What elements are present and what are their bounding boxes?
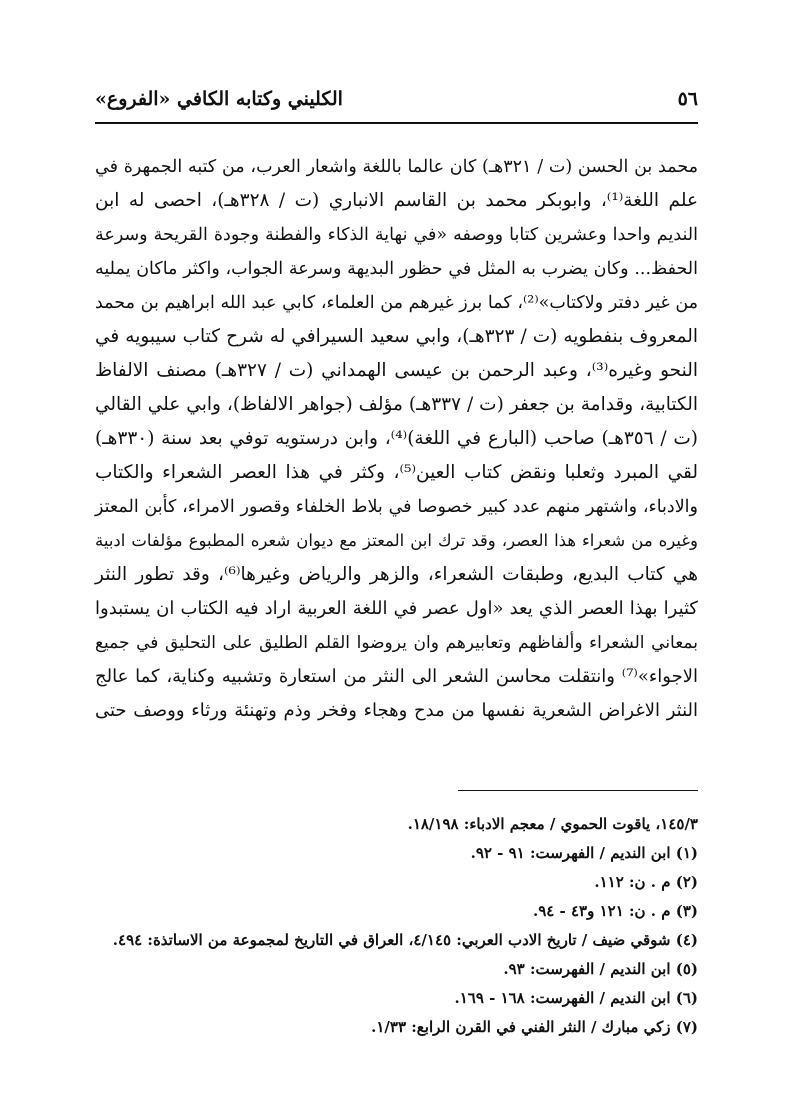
footnote: (٤) شوقي ضيف / تاريخ الادب العربي: ٤/١٤٥، العراق في التاريخ لمجموعة من الاساتذة: ٤٩٤.: [112, 931, 698, 949]
footnote: (٧) زكي مبارك / النثر الفني في القرن الرابع: ١/٣٣.: [371, 1018, 698, 1036]
body-line: هي كتاب البديع، وطبقات الشعراء، والزهر والرياض وغيرها⁽⁶⁾، وقد تطور النثر: [95, 564, 699, 585]
body-line: النديم واحدا وعشرين كتابا ووصفه «في نهاية الذكاء والفطنة وجودة القريحة وسرعة: [95, 225, 698, 245]
body-line: الحفظ... وكان يضرب به المثل في حظور البديهة وسرعة الجواب، واكثر ماكان يمليه: [95, 259, 698, 279]
footnote-rule: [458, 790, 698, 791]
footnote: (٢) م . ن: ١١٢.: [594, 873, 698, 891]
footnote: (٦) ابن النديم / الفهرست: ١٦٨ - ١٦٩.: [454, 989, 698, 1007]
body-line: لقي المبرد وثعلبا ونقض كتاب العين⁽⁵⁾، وكثر في هذا العصر الشعراء والكتاب: [95, 462, 698, 483]
page-header: [95, 84, 698, 114]
body-line: وغيره من شعراء هذا العصر، وقد ترك ابن المعتز مع ديوان شعره المطبوع مؤلفات ادبية: [95, 531, 698, 550]
body-line: علم اللغة⁽¹⁾، وابوبكر محمد بن القاسم الانباري (ت / ٣٢٨هـ)، احصى له ابن: [95, 190, 698, 211]
body-line: والادباء، واشتهر منهم عدد كبير خصوصا في بلاط الخلفاء وقصور الامراء، كأبن المعتز: [95, 497, 698, 517]
footnotes: [95, 810, 698, 1042]
page-number: ٥٦: [677, 88, 698, 110]
footnote: (١) ابن النديم / الفهرست: ٩١ - ٩٢.: [470, 844, 698, 862]
body-line: الاجواء»⁽⁷⁾ وانتقلت محاسن الشعر الى النثر من استعارة وتشبيه وكناية، كما عالج: [95, 666, 698, 687]
body-line: النحو وغيره⁽³⁾، وعبد الرحمن بن عيسى الهمداني (ت / ٣٢٧هـ) مصنف الالفاظ: [95, 360, 698, 381]
body-line: كثيرا بهذا العصر الذي يعد «اول عصر في اللغة العربية اراد فيه الكتاب ان يستبدوا: [95, 598, 698, 619]
body-line: محمد بن الحسن (ت / ٣٢١هـ) كان عالما باللغة واشعار العرب، من كتبه الجمهرة في: [95, 157, 698, 177]
footnote: (٥) ابن النديم / الفهرست: ٩٣.: [503, 960, 698, 978]
body-text: [95, 150, 698, 728]
running-title: الكليني وكتابه الكافي «الفروع»: [95, 88, 343, 110]
body-line: (ت / ٣٥٦هـ) صاحب (البارع في اللغة)⁽⁴⁾، وابن درستويه توفي بعد سنة (٣٣٠هـ): [95, 428, 698, 449]
body-line: النثر الاغراض الشعرية نفسها من مدح وهجاء وفخر وذم وتهنئة ورثاء ووصف حتى: [95, 700, 698, 721]
body-line: من غير دفتر ولاكتاب»⁽²⁾، كما برز غيرهم من العلماء، كابي عبد الله ابراهيم بن محمد: [95, 293, 699, 313]
header-rule: [95, 122, 698, 124]
body-line: المعروف بنفطويه (ت / ٣٢٣هـ)، وابي سعيد السيرافي له شرح كتاب سيبويه في: [95, 326, 698, 347]
footnote: (٣) م . ن: ١٢١ و٤٣ - ٩٤.: [532, 902, 698, 920]
body-line: الكتابية، وقدامة بن جعفر (ت / ٣٣٧هـ) مؤلف (جواهر الالفاظ)، وابي علي القالي: [95, 394, 698, 415]
body-line: بمعاني الشعراء وألفاظهم وتعابيرهم وان يروضوا القلم الطليق على التحليق في جميع: [95, 633, 698, 653]
footnote: ١٤٥/٣، ياقوت الحموي / معجم الادباء: ١٨/١٩٨.: [407, 815, 698, 833]
